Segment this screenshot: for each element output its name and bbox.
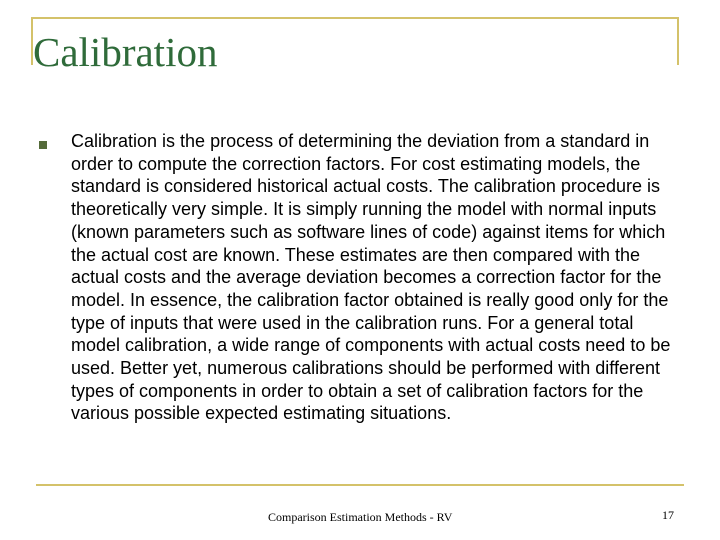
frame-right-line xyxy=(677,17,679,65)
footer-text: Comparison Estimation Methods - RV xyxy=(268,510,453,524)
slide-title: Calibration xyxy=(33,29,218,75)
square-bullet-icon xyxy=(39,141,47,149)
footer-divider xyxy=(36,484,684,486)
page-number: 17 xyxy=(662,508,674,522)
frame-top-line xyxy=(31,17,679,19)
bullet-text: Calibration is the process of determining the deviation from a standard in order to compute the correction factors. For cost estimating models, the standard is considered historical actual costs. The calibration procedure is theoretically very simple. It is simply running the model with normal inputs (known parameters such as software lines of code) against items for which the actual cost are known. These estimates are then compared with the actual costs and the average deviation becomes a correction factor for the model. In essence, the calibration factor obtained is really good only for the type of inputs that were used in the calibration runs. For a general total model calibration, a wide range of components with actual costs need to be used. Better yet, numerous calibrations should be performed with different types of components in order to obtain a set of calibration factors for the various possible expected estimating situations. xyxy=(71,131,671,424)
